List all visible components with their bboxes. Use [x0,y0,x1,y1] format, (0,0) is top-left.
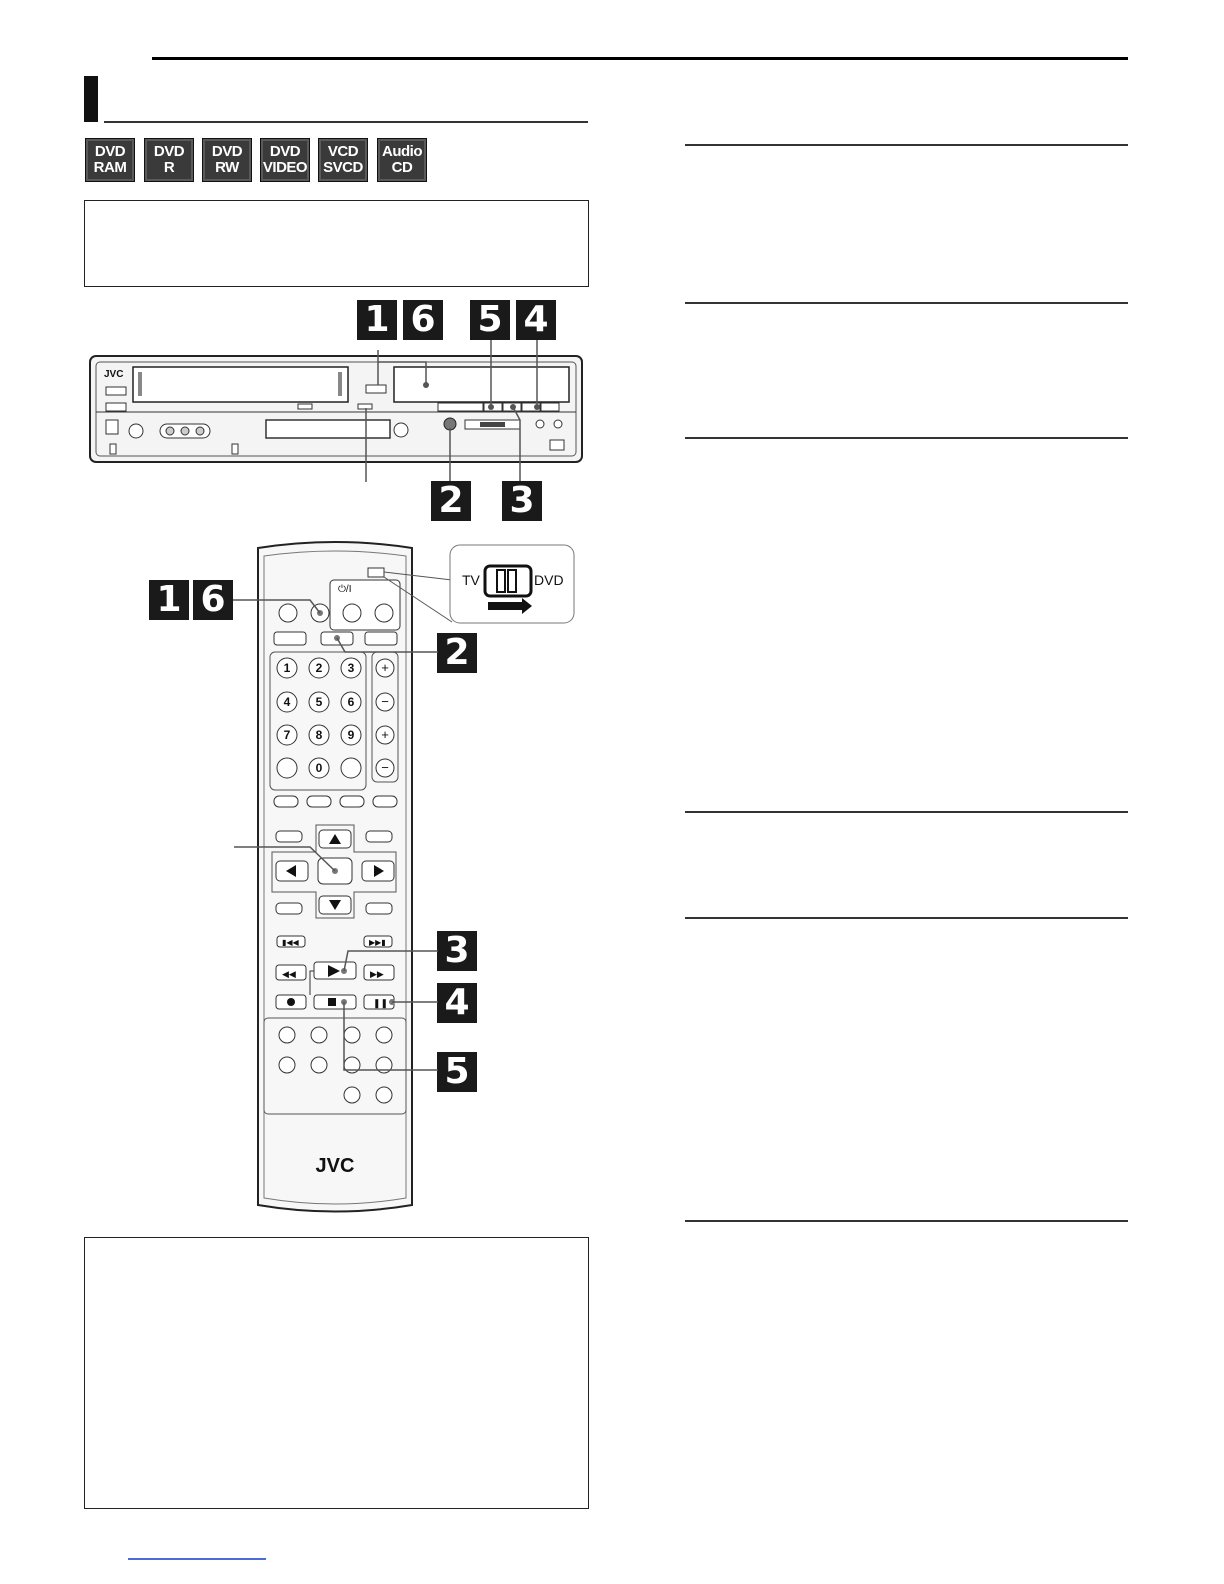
svg-text:5: 5 [315,695,323,709]
step-number-3: 3 [502,481,542,521]
section-rule-3 [685,437,1128,439]
remote-step-number-5: 5 [437,1052,477,1092]
step-number-1: 1 [357,300,397,340]
badge-vcd-svcd: VCD SVCD [318,138,368,182]
svg-text:3: 3 [347,661,355,675]
note-box-bottom [84,1237,589,1509]
svg-text:▶▶: ▶▶ [370,969,384,979]
step-number-4: 4 [516,300,556,340]
svg-text:▶▶▮: ▶▶▮ [369,938,386,947]
remote-step-number-3: 3 [437,931,477,971]
footer-link-underline [128,1558,266,1560]
svg-text:+: + [381,660,389,675]
svg-text:−: − [381,694,389,709]
badge-dvd-video: DVD VIDEO [260,138,310,182]
section-marker [84,76,98,122]
svg-text:TV: TV [462,572,480,588]
badge-dvd-rw: DVD RW [202,138,252,182]
front-panel-brand: JVC [104,369,124,380]
svg-text:1: 1 [283,661,291,675]
header-rule [152,57,1128,60]
svg-text:⏻/I: ⏻/I [338,584,352,595]
section-rule-5 [685,917,1128,919]
step-number-2: 2 [431,481,471,521]
remote-step-number-2: 2 [437,633,477,673]
svg-text:0: 0 [315,761,323,775]
svg-text:2: 2 [315,661,323,675]
section-rule-4 [685,811,1128,813]
note-box-top [84,200,589,287]
svg-text:❚❚: ❚❚ [373,998,389,1008]
remote-step-number-4: 4 [437,983,477,1023]
svg-text:8: 8 [315,728,323,742]
badge-dvd-r: DVD R [144,138,194,182]
badge-dvd-ram: DVD RAM [85,138,135,182]
svg-text:+: + [381,727,389,742]
svg-text:JVC: JVC [315,1155,355,1177]
svg-text:▮◀◀: ▮◀◀ [282,938,299,947]
remote-step-number-1: 1 [149,580,189,620]
remote-step-number-6: 6 [193,580,233,620]
svg-text:4: 4 [283,695,291,709]
svg-text:7: 7 [283,728,291,742]
section-rule-2 [685,302,1128,304]
section-title-underline [104,121,588,123]
svg-text:6: 6 [347,695,355,709]
step-number-6: 6 [403,300,443,340]
svg-text:DVD: DVD [534,572,564,588]
section-rule-6 [685,1220,1128,1222]
remote-control-illustration [230,540,580,1220]
svg-text:9: 9 [347,728,355,742]
step-number-5: 5 [470,300,510,340]
svg-text:−: − [381,760,389,775]
svg-text:◀◀: ◀◀ [282,969,296,979]
badge-audio-cd: Audio CD [377,138,427,182]
section-rule-1 [685,144,1128,146]
